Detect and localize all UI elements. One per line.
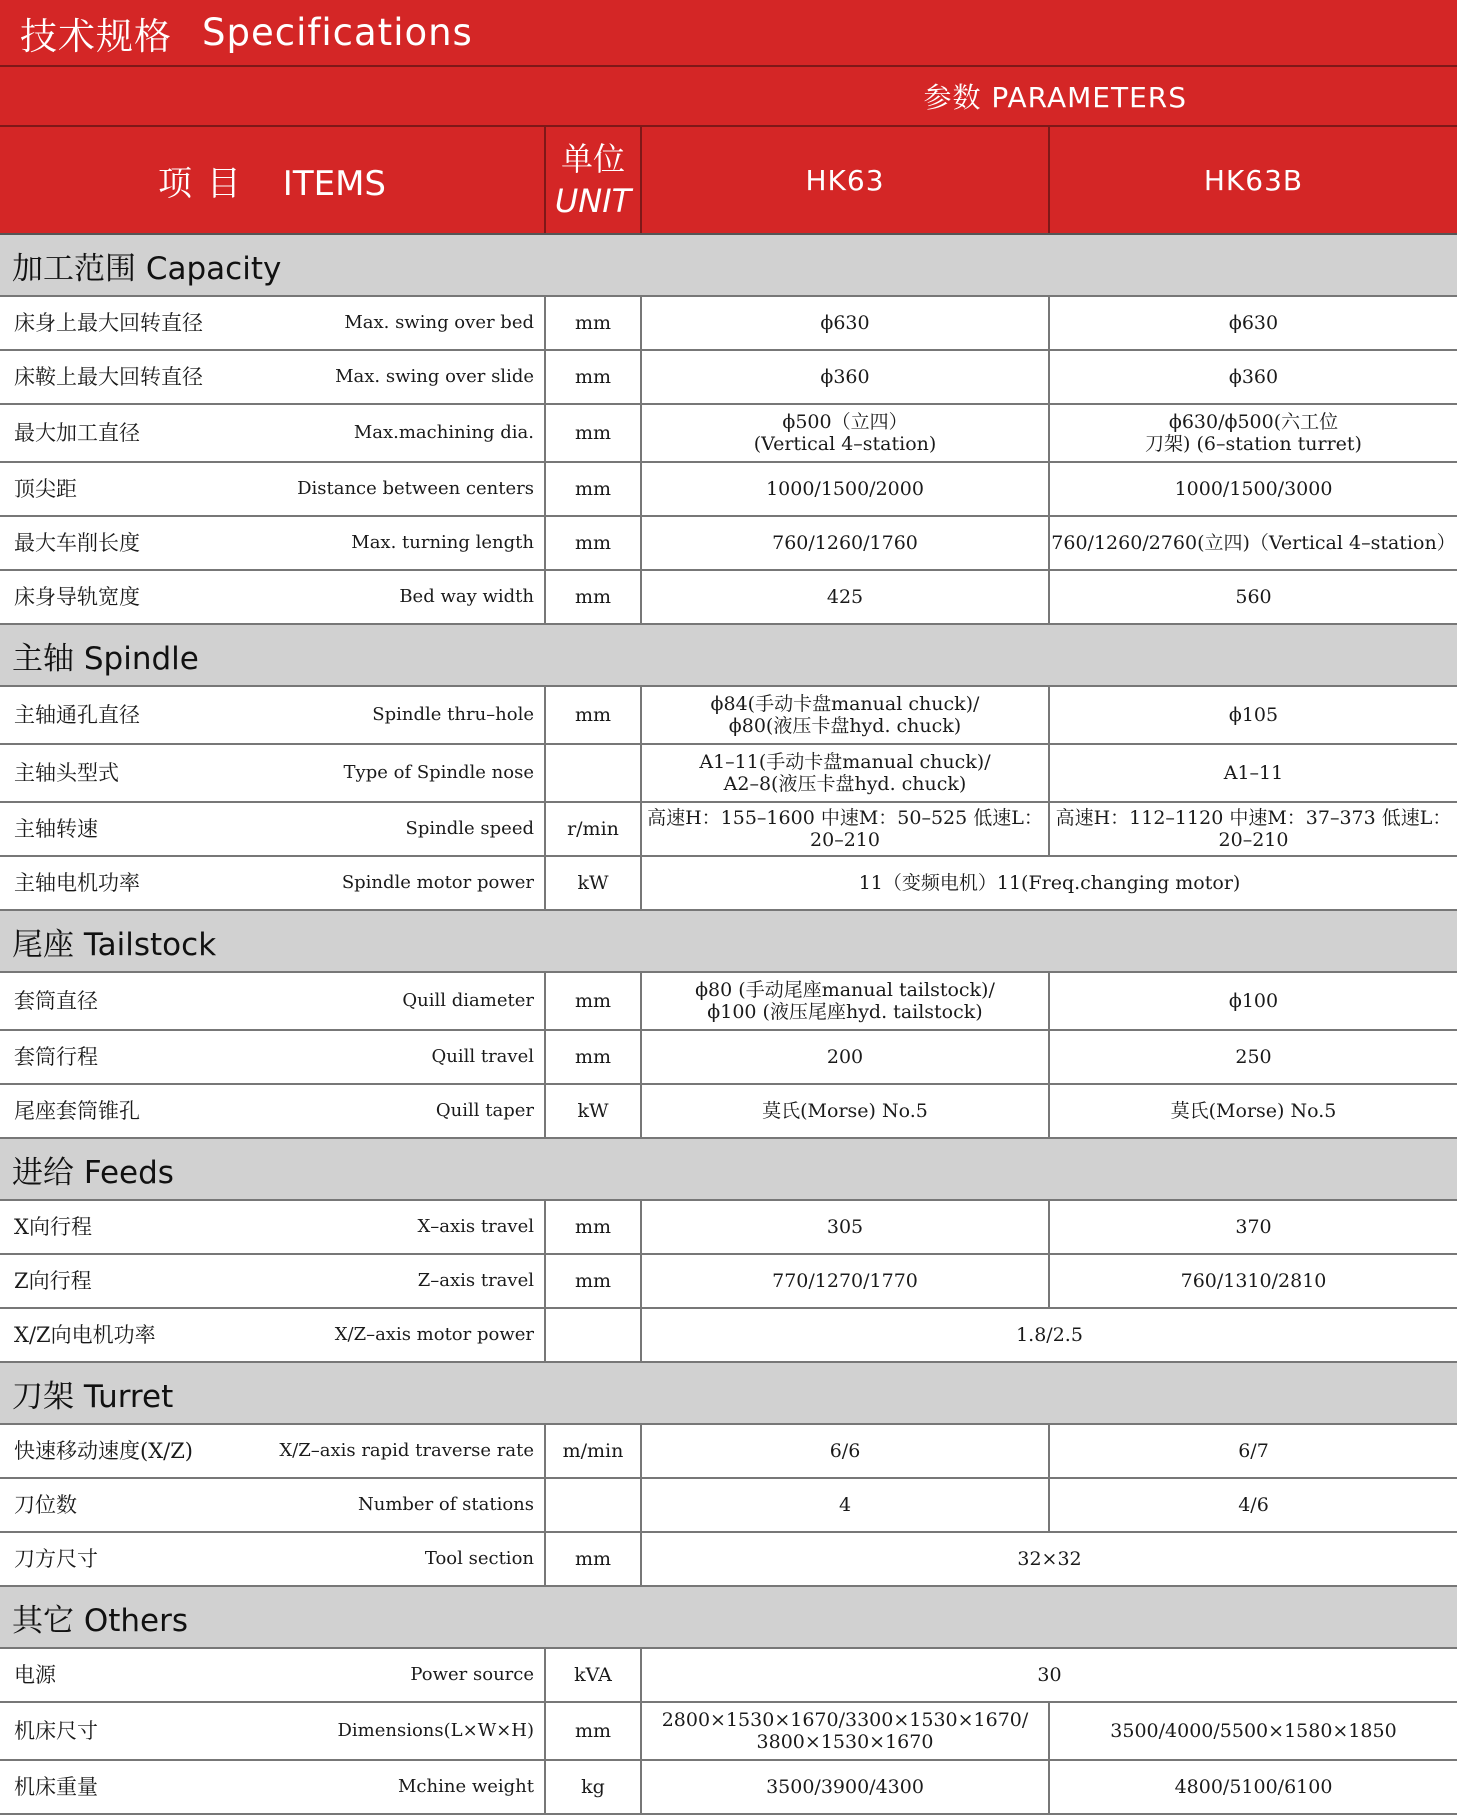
unit-cell <box>545 1308 641 1362</box>
value-cell-hk63b: ϕ630/ϕ500(六工位 刀架) (6–station turret) <box>1049 404 1457 462</box>
item-name-zh: 顶尖距 <box>14 476 77 501</box>
unit-cell <box>545 1478 641 1532</box>
table-row <box>0 1254 1457 1308</box>
item-cell <box>0 404 545 462</box>
value-cell-hk63: 305 <box>641 1200 1049 1254</box>
item-cell <box>0 350 545 404</box>
item-name-en: Type of Spindle nose <box>343 761 534 783</box>
item-name-zh: 刀位数 <box>14 1492 77 1517</box>
item-cell <box>0 856 545 910</box>
table-row <box>0 744 1457 802</box>
section-title: 其它 Others <box>0 1586 1457 1648</box>
unit-cell: mm <box>545 1200 641 1254</box>
table-row <box>0 1760 1457 1814</box>
item-name-zh: 主轴通孔直径 <box>14 702 140 727</box>
unit-cell: mm <box>545 1532 641 1586</box>
item-name-en: Mchine weight <box>398 1775 534 1797</box>
item-name-zh: 刀方尺寸 <box>14 1546 98 1571</box>
table-row <box>0 1084 1457 1138</box>
item-cell <box>0 972 545 1030</box>
item-name-en: X/Z–axis motor power <box>334 1323 534 1345</box>
value-cell-hk63: 770/1270/1770 <box>641 1254 1049 1308</box>
header-row <box>0 126 1457 234</box>
value-cell-hk63: 760/1260/1760 <box>641 516 1049 570</box>
value-cell-hk63b: ϕ100 <box>1049 972 1457 1030</box>
value-cell-hk63b: A1–11 <box>1049 744 1457 802</box>
section-title: 刀架 Turret <box>0 1362 1457 1424</box>
unit-cell: mm <box>545 462 641 516</box>
value-cell-hk63: ϕ360 <box>641 350 1049 404</box>
value-cell-merged: 30 <box>641 1648 1457 1702</box>
item-name-zh: Z向行程 <box>14 1268 92 1293</box>
item-name-en: Dimensions(L×W×H) <box>337 1719 534 1741</box>
value-cell-hk63: ϕ84(手动卡盘manual chuck)/ ϕ80(液压卡盘hyd. chuck) <box>641 686 1049 744</box>
model-header-hk63b: HK63B <box>1049 126 1457 234</box>
value-cell-hk63: 3500/3900/4300 <box>641 1760 1049 1814</box>
item-name-en: X–axis travel <box>417 1215 534 1237</box>
value-cell-hk63: 2800×1530×1670/3300×1530×1670/ 3800×1530×1670 <box>641 1702 1049 1760</box>
item-name-en: Max.machining dia. <box>353 421 534 443</box>
spec-body <box>0 234 1457 1814</box>
item-name-zh: 套筒行程 <box>14 1044 98 1069</box>
items-header-en: ITEMS <box>282 163 386 204</box>
table-row <box>0 802 1457 856</box>
unit-cell: kVA <box>545 1648 641 1702</box>
item-cell <box>0 1254 545 1308</box>
value-cell-hk63: ϕ500（立四） (Vertical 4–station) <box>641 404 1049 462</box>
params-row <box>0 67 1457 126</box>
unit-cell: kg <box>545 1760 641 1814</box>
item-name-zh: 床身导轨宽度 <box>14 584 140 609</box>
item-name-en: Max. swing over bed <box>344 311 534 333</box>
table-row <box>0 1702 1457 1760</box>
item-name-en: Max. turning length <box>351 531 534 553</box>
section-title: 主轴 Spindle <box>0 624 1457 686</box>
table-row <box>0 686 1457 744</box>
table-row <box>0 1030 1457 1084</box>
value-cell-hk63b: 250 <box>1049 1030 1457 1084</box>
item-name-zh: 最大车削长度 <box>14 530 140 555</box>
value-cell-hk63b: ϕ105 <box>1049 686 1457 744</box>
unit-cell: kW <box>545 856 641 910</box>
item-cell <box>0 296 545 350</box>
table-row <box>0 570 1457 624</box>
item-cell <box>0 1478 545 1532</box>
value-cell-hk63: 1000/1500/2000 <box>641 462 1049 516</box>
section-row <box>0 910 1457 972</box>
unit-cell: mm <box>545 972 641 1030</box>
table-row <box>0 972 1457 1030</box>
table-row <box>0 1532 1457 1586</box>
section-title: 加工范围 Capacity <box>0 234 1457 296</box>
item-name-en: Distance between centers <box>297 477 534 499</box>
item-cell <box>0 686 545 744</box>
item-cell <box>0 462 545 516</box>
item-cell <box>0 1308 545 1362</box>
item-name-en: X/Z–axis rapid traverse rate <box>279 1439 534 1461</box>
item-cell <box>0 1030 545 1084</box>
value-cell-hk63b: ϕ360 <box>1049 350 1457 404</box>
item-name-zh: 主轴转速 <box>14 816 98 841</box>
value-cell-hk63b: 莫氏(Morse) No.5 <box>1049 1084 1457 1138</box>
value-cell-merged: 1.8/2.5 <box>641 1308 1457 1362</box>
value-cell-merged: 32×32 <box>641 1532 1457 1586</box>
value-cell-hk63b: 3500/4000/5500×1580×1850 <box>1049 1702 1457 1760</box>
value-cell-hk63b: 高速H：112–1120 中速M：37–373 低速L：20–210 <box>1049 802 1457 856</box>
unit-cell: mm <box>545 1254 641 1308</box>
table-row <box>0 350 1457 404</box>
unit-cell: mm <box>545 516 641 570</box>
items-header <box>0 126 545 234</box>
item-cell <box>0 1648 545 1702</box>
item-cell <box>0 516 545 570</box>
model-header-hk63: HK63 <box>641 126 1049 234</box>
value-cell-hk63: 6/6 <box>641 1424 1049 1478</box>
value-cell-hk63b: 1000/1500/3000 <box>1049 462 1457 516</box>
table-row <box>0 1200 1457 1254</box>
title-bar <box>0 0 1457 67</box>
item-cell <box>0 802 545 856</box>
item-name-zh: 床鞍上最大回转直径 <box>14 364 203 389</box>
value-cell-hk63b: 4800/5100/6100 <box>1049 1760 1457 1814</box>
value-cell-hk63b: 6/7 <box>1049 1424 1457 1478</box>
table-row <box>0 1478 1457 1532</box>
table-row <box>0 856 1457 910</box>
table-row <box>0 296 1457 350</box>
unit-cell <box>545 744 641 802</box>
item-name-zh: 机床尺寸 <box>14 1718 98 1743</box>
unit-cell: mm <box>545 686 641 744</box>
section-row <box>0 1138 1457 1200</box>
item-name-zh: X/Z向电机功率 <box>14 1322 156 1347</box>
section-row <box>0 624 1457 686</box>
unit-header <box>545 126 641 234</box>
unit-cell: mm <box>545 296 641 350</box>
value-cell-hk63: ϕ80 (手动尾座manual tailstock)/ ϕ100 (液压尾座hyd. tailstock) <box>641 972 1049 1030</box>
item-name-zh: 主轴电机功率 <box>14 870 140 895</box>
unit-cell: mm <box>545 350 641 404</box>
value-cell-hk63b: 370 <box>1049 1200 1457 1254</box>
value-cell-hk63b: 560 <box>1049 570 1457 624</box>
item-name-en: Power source <box>410 1663 534 1685</box>
unit-cell: mm <box>545 1030 641 1084</box>
items-header-zh: 项 目 <box>157 163 243 204</box>
item-cell <box>0 744 545 802</box>
value-cell-hk63: 425 <box>641 570 1049 624</box>
item-name-en: Quill travel <box>431 1045 534 1067</box>
item-cell <box>0 1200 545 1254</box>
value-cell-hk63: 莫氏(Morse) No.5 <box>641 1084 1049 1138</box>
item-name-en: Tool section <box>424 1547 534 1569</box>
item-cell <box>0 1084 545 1138</box>
table-row <box>0 516 1457 570</box>
unit-cell: mm <box>545 404 641 462</box>
table-row <box>0 1648 1457 1702</box>
item-name-en: Spindle thru–hole <box>372 703 534 725</box>
spec-table <box>0 67 1457 1815</box>
unit-cell: m/min <box>545 1424 641 1478</box>
unit-header-en: UNIT <box>554 182 632 220</box>
table-row <box>0 1424 1457 1478</box>
item-name-en: Number of stations <box>358 1493 534 1515</box>
value-cell-hk63b: 4/6 <box>1049 1478 1457 1532</box>
section-row <box>0 1586 1457 1648</box>
value-cell-hk63: 200 <box>641 1030 1049 1084</box>
item-name-en: Quill taper <box>435 1099 534 1121</box>
item-name-en: Z–axis travel <box>417 1269 534 1291</box>
item-cell <box>0 1702 545 1760</box>
section-title: 进给 Feeds <box>0 1138 1457 1200</box>
item-name-zh: 套筒直径 <box>14 988 98 1013</box>
item-cell <box>0 1760 545 1814</box>
unit-cell: mm <box>545 1702 641 1760</box>
item-name-zh: 快速移动速度(X/Z) <box>14 1438 194 1463</box>
item-name-en: Spindle motor power <box>341 871 534 893</box>
title-zh: 技术规格 <box>20 14 172 58</box>
value-cell-hk63: A1–11(手动卡盘manual chuck)/ A2–8(液压卡盘hyd. chuck) <box>641 744 1049 802</box>
unit-cell: kW <box>545 1084 641 1138</box>
params-label: 参数 PARAMETERS <box>0 67 1457 126</box>
item-name-en: Quill diameter <box>402 989 534 1011</box>
table-row <box>0 1308 1457 1362</box>
value-cell-hk63b: 760/1310/2810 <box>1049 1254 1457 1308</box>
table-row <box>0 462 1457 516</box>
table-row <box>0 404 1457 462</box>
item-cell <box>0 1532 545 1586</box>
item-name-zh: 尾座套筒锥孔 <box>14 1098 140 1123</box>
section-row <box>0 234 1457 296</box>
item-name-zh: X向行程 <box>14 1214 92 1239</box>
item-cell <box>0 1424 545 1478</box>
unit-cell: r/min <box>545 802 641 856</box>
value-cell-hk63: 高速H：155–1600 中速M：50–525 低速L：20–210 <box>641 802 1049 856</box>
item-name-en: Spindle speed <box>405 817 534 839</box>
value-cell-hk63b: ϕ630 <box>1049 296 1457 350</box>
section-title: 尾座 Tailstock <box>0 910 1457 972</box>
item-cell <box>0 570 545 624</box>
section-row <box>0 1362 1457 1424</box>
value-cell-hk63: 4 <box>641 1478 1049 1532</box>
value-cell-hk63b: 760/1260/2760(立四)（Vertical 4–station） <box>1049 516 1457 570</box>
item-name-zh: 主轴头型式 <box>14 760 119 785</box>
unit-cell: mm <box>545 570 641 624</box>
value-cell-hk63: ϕ630 <box>641 296 1049 350</box>
unit-header-zh: 单位 <box>560 140 625 178</box>
item-name-zh: 最大加工直径 <box>14 420 140 445</box>
item-name-zh: 电源 <box>14 1662 56 1687</box>
item-name-zh: 床身上最大回转直径 <box>14 310 203 335</box>
value-cell-merged: 11（变频电机）11(Freq.changing motor) <box>641 856 1457 910</box>
item-name-en: Bed way width <box>399 585 534 607</box>
item-name-zh: 机床重量 <box>14 1774 98 1799</box>
title-en: Specifications <box>202 11 473 54</box>
item-name-en: Max. swing over slide <box>335 365 534 387</box>
